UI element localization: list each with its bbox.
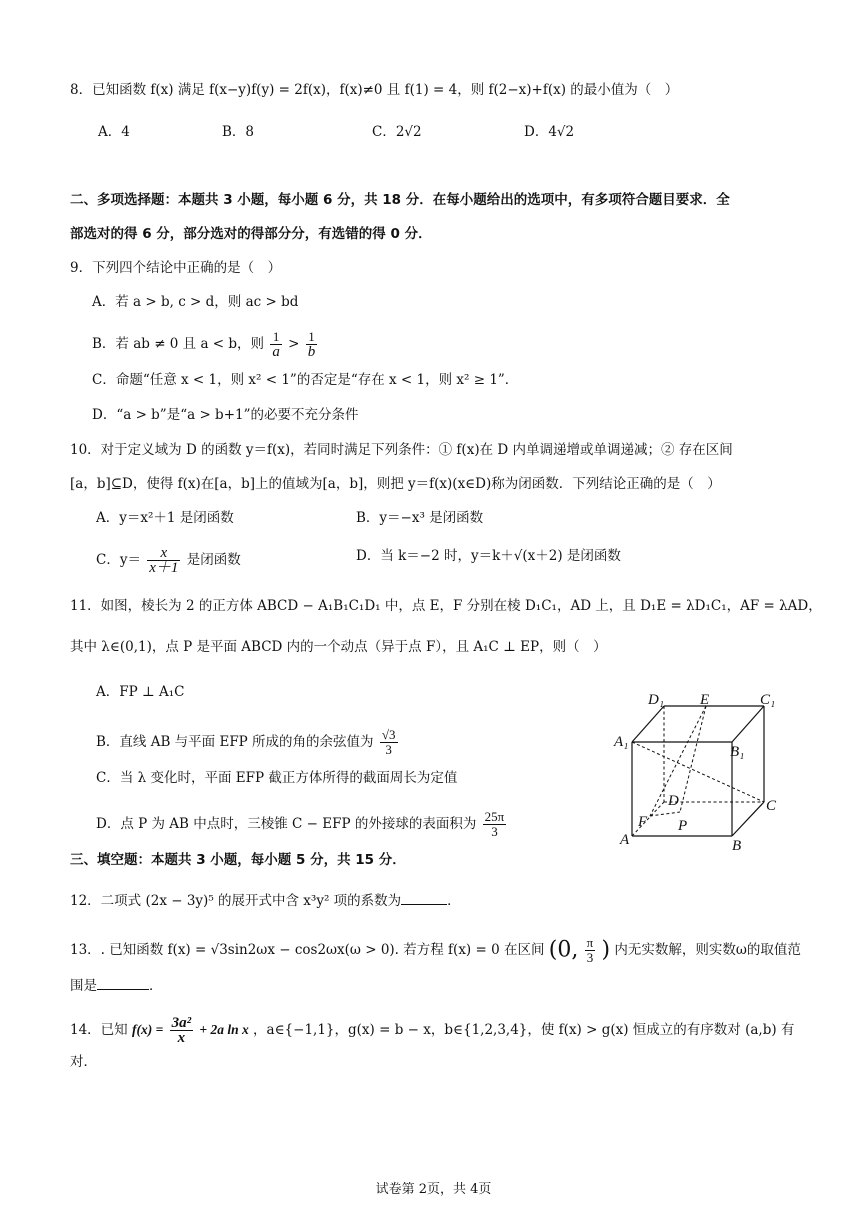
q8-option-d: D．4√2 (524, 124, 575, 140)
q11-b-text: B．直线 AB 与平面 EFP 所成的角的余弦值为 (96, 734, 374, 750)
q9-b-text: B．若 ab ≠ 0 且 a < b，则 (92, 336, 265, 352)
label-b1: B₁ (730, 744, 745, 760)
q9-b-gt: > (288, 336, 300, 352)
q11-d-num: 25π (484, 809, 505, 824)
q14-text-post: ，a∈{−1,1}，g(x) = b − x，b∈{1,2,3,4}，使 f(x) > g(x) 恒成立的有序数对 (a,b) 有 (253, 1022, 795, 1038)
q10-stem-line1: 10．对于定义域为 D 的函数 y＝f(x)，若同时满足下列条件：① f(x)在 D 内单调递增或单调递减；② 存在区间 (70, 442, 733, 458)
q9-b-frac1-den: a (272, 344, 280, 360)
q9-b-fraction-1 (270, 330, 282, 359)
q9-b-frac2-den: b (307, 344, 316, 360)
label-a1: A₁ (614, 734, 629, 750)
q10-option-b: B．y＝−x³ 是闭函数 (356, 510, 484, 526)
q12-answer-blank[interactable] (401, 890, 447, 905)
label-e: E (700, 692, 710, 708)
label-c1: C₁ (760, 692, 776, 708)
q13-period: ． (149, 978, 163, 994)
q8-option-a: A．4 (98, 124, 130, 140)
q11-option-b (96, 728, 400, 757)
q8-option-b: B．8 (222, 124, 255, 140)
q13-interval-right: ) (601, 937, 611, 963)
q8-option-c: C．2√2 (372, 124, 422, 140)
q13-answer-blank[interactable] (97, 975, 149, 990)
q9-b-frac1-num: 1 (270, 330, 282, 345)
q9-b-fraction-2 (306, 330, 318, 359)
q9-option-d: D．“a > b”是“a > b+1”的必要不充分条件 (92, 407, 359, 423)
q10-c-fraction (147, 546, 180, 575)
q13-line2-text: 围是 (70, 978, 97, 994)
q11-d-fraction (483, 810, 507, 839)
q14-f-fraction (170, 1016, 194, 1045)
section3-heading: 三、填空题：本题共 3 小题，每小题 5 分，共 15 分． (70, 852, 406, 868)
q13-stem-line2 (70, 975, 163, 996)
q14-f-num: 3a² (171, 1015, 192, 1031)
q10-option-a: A．y＝x²＋1 是闭函数 (96, 510, 234, 526)
q11-stem-line1: 11．如图，棱长为 2 的正方体 ABCD − A₁B₁C₁D₁ 中，点 E，F 分别在棱 D₁C₁，AD 上，且 D₁E = λD₁C₁，AF = λAD， (70, 598, 822, 614)
q13-interval-den: 3 (586, 950, 594, 965)
q8-stem: 8．已知函数 f(x) 满足 f(x−y)f(y) = 2f(x)，f(x)≠0 且 f(1) = 4，则 f(2−x)+f(x) 的最小值为（ ） (70, 82, 679, 98)
label-a: A (620, 832, 630, 848)
q10-option-c (96, 546, 241, 575)
q13-stem-line1 (70, 936, 801, 965)
q14-text-pre: 14．已知 (70, 1022, 128, 1038)
q9-b-frac2-num: 1 (306, 330, 318, 345)
q13-interval-num: π (586, 935, 594, 950)
q13-interval-fraction (585, 936, 596, 965)
q10-stem-line2: [a，b]⊆D，使得 f(x)在[a，b]上的值域为[a，b]，则把 y＝f(x)(x∈D)称为闭函数．下列结论正确的是（ ） (70, 476, 721, 492)
q10-c-den: x＋1 (149, 560, 179, 576)
page-footer: 试卷第 2页，共 4页 (375, 1182, 492, 1197)
edge-b-c (732, 802, 764, 836)
q11-option-d (96, 810, 508, 839)
q12-stem (70, 890, 461, 911)
q9-option-b (92, 330, 319, 359)
label-f: F (638, 814, 648, 830)
q12-text: 12．二项式 (2x − 3y)⁵ 的展开式中含 x³y² 项的系数为 (70, 893, 402, 909)
q11-b-fraction (380, 728, 398, 757)
q10-c-num: x (147, 546, 180, 561)
q14-f-tail: + 2a ln x (199, 1022, 249, 1037)
section2-heading-line2: 部选对的得 6 分，部分选对的得部分分，有选错的得 0 分． (70, 226, 432, 242)
q14-stem-line2: 对． (70, 1054, 97, 1070)
q11-option-a: A．FP ⊥ A₁C (96, 684, 185, 700)
section2-heading-line1: 二、多项选择题：本题共 3 小题，每小题 6 分，共 18 分．在每小题给出的选项中，有多项符合题目要求．全 (70, 192, 730, 208)
label-d: D (668, 793, 679, 809)
q10-c-text-post: 是闭函数 (186, 552, 241, 568)
cube-figure (612, 692, 792, 852)
label-b: B (732, 838, 742, 852)
edge-b1-c1 (732, 706, 764, 742)
edge-a-d-hidden (632, 802, 664, 836)
q11-b-num: √3 (381, 727, 396, 742)
q9-option-a: A．若 a > b, c > d，则 ac > bd (92, 294, 299, 310)
q14-f-label: f(x) = (131, 1022, 164, 1037)
q11-d-den: 3 (491, 824, 498, 839)
q11-d-text: D．点 P 为 AB 中点时，三棱锥 C − EFP 的外接球的表面积为 (96, 816, 477, 832)
q14-f-den: x (177, 1030, 186, 1046)
label-c: C (766, 798, 777, 814)
q13-interval-left: (0, (548, 937, 579, 963)
segment-f-p (650, 812, 680, 816)
q9-option-c: C．命题“任意 x < 1，则 x² < 1”的否定是“存在 x < 1，则 x² ≥ 1”． (92, 372, 519, 388)
label-d1: D₁ (648, 692, 665, 708)
q13-text-pre: 13．. 已知函数 f(x) = √3sin2ωx − cos2ωx(ω > 0). 若方程 f(x) = 0 在区间 (70, 942, 545, 958)
q10-c-text-pre: C．y＝ (96, 552, 141, 568)
q13-text-post: 内无实数解，则实数ω的取值范 (614, 942, 801, 958)
segment-e-p (680, 706, 706, 812)
q11-b-den: 3 (385, 742, 392, 757)
q12-period: ． (447, 893, 461, 909)
q11-stem-line2: 其中 λ∈(0,1)，点 P 是平面 ABCD 内的一个动点（异于点 F），且 A₁C ⊥ EP，则（ ） (70, 639, 607, 655)
q10-option-d: D．当 k＝−2 时，y＝k＋√(x＋2) 是闭函数 (356, 548, 621, 564)
edge-a1-d1 (632, 706, 664, 742)
label-p: P (678, 818, 688, 834)
q14-stem-line1 (70, 1016, 794, 1045)
q9-stem: 9．下列四个结论中正确的是（ ） (70, 260, 282, 276)
q11-option-c: C．当 λ 变化时，平面 EFP 截正方体所得的截面周长为定值 (96, 770, 458, 786)
